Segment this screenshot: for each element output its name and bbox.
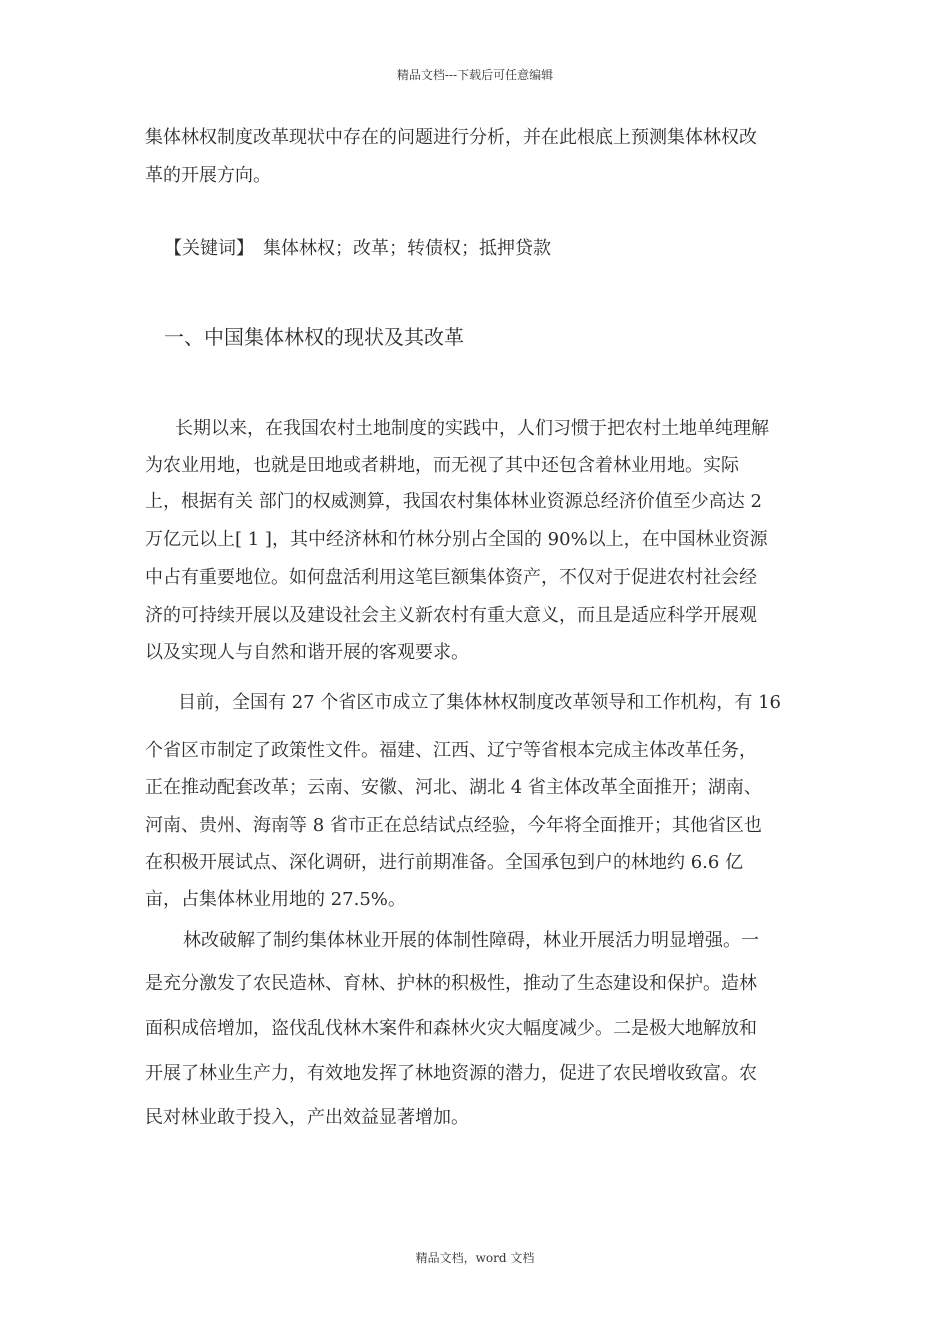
text-line: 个省区市制定了政策性文件。福建、江西、辽宁等省根本完成主体改革任务， [145, 740, 757, 761]
text-line: 以及实现人与自然和谐开展的客观要求。 [145, 642, 469, 663]
text-line: 为农业用地，也就是田地或者耕地，而无视了其中还包含着林业用地。实际 [145, 455, 739, 476]
page-header: 精品文档---下载后可任意编辑 [396, 68, 554, 82]
text-line: 革的开展方向。 [145, 165, 271, 186]
text-line: 民对林业敢于投入，产出效益显著增加。 [145, 1107, 469, 1128]
keywords: 【关键词】 集体林权；改革；转债权；抵押贷款 [164, 238, 551, 259]
text-line: 济的可持续开展以及建设社会主义新农村有重大意义，而且是适应科学开展观 [145, 605, 757, 626]
text-line: 林改破解了制约集体林业开展的体制性障碍，林业开展活力明显增强。一 [183, 930, 759, 951]
text-line: 开展了林业生产力，有效地发挥了林地资源的潜力，促进了农民增收致富。农 [145, 1063, 757, 1084]
text-line: 河南、贵州、海南等 8 省市正在总结试点经验，今年将全面推开；其他省区也 [145, 815, 762, 836]
text-line: 亩，占集体林业用地的 27.5%。 [145, 889, 406, 910]
text-line: 万亿元以上[ 1 ]，其中经济林和竹林分别占全国的 90%以上，在中国林业资源 [145, 529, 768, 550]
text-line: 在积极开展试点、深化调研，进行前期准备。全国承包到户的林地约 6.6 亿 [145, 852, 744, 873]
text-line: 长期以来，在我国农村土地制度的实践中，人们习惯于把农村土地单纯理解 [175, 418, 769, 439]
section-heading: 一、中国集体林权的现状及其改革 [164, 325, 464, 349]
text-line: 中占有重要地位。如何盘活利用这笔巨额集体资产，不仅对于促进农村社会经 [145, 567, 757, 588]
page-footer: 精品文档，word 文档 [415, 1251, 535, 1265]
text-line: 上，根据有关 部门的权威测算，我国农村集体林业资源总经济价值至少高达 2 [145, 491, 762, 512]
text-line: 集体林权制度改革现状中存在的问题进行分析，并在此根底上预测集体林权改 [145, 127, 757, 148]
text-line: 是充分激发了农民造林、育林、护林的积极性，推动了生态建设和保护。造林 [145, 973, 757, 994]
text-line: 目前，全国有 27 个省区市成立了集体林权制度改革领导和工作机构，有 16 [178, 692, 781, 713]
text-line: 正在推动配套改革；云南、安徽、河北、湖北 4 省主体改革全面推开；湖南、 [145, 777, 762, 798]
text-line: 面积成倍增加，盗伐乱伐林木案件和森林火灾大幅度减少。二是极大地解放和 [145, 1018, 757, 1039]
